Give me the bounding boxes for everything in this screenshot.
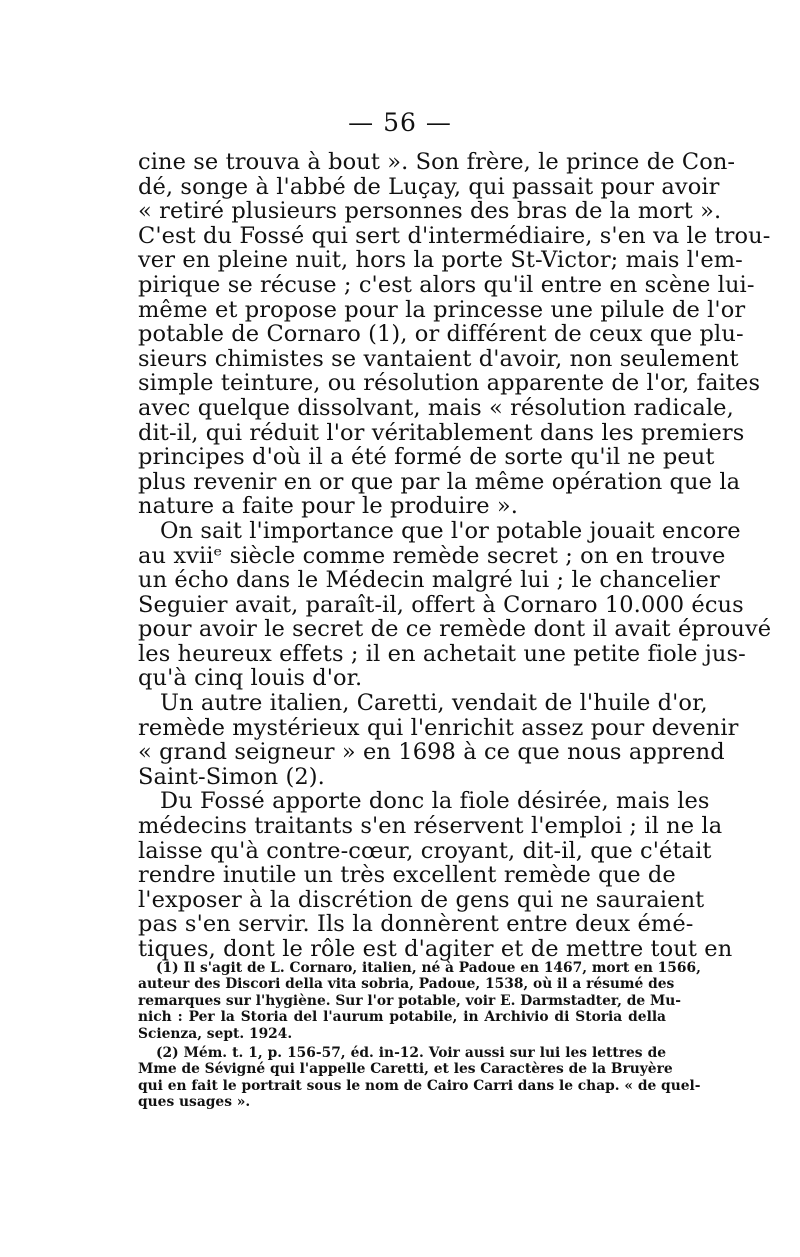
body-line: remède mystérieux qui l'enrichit assez pour devenir [138, 714, 739, 741]
body-line: plus revenir en or que par la même opération que la [138, 468, 741, 495]
body-line: médecins traitants s'en réservent l'emploi ; il ne la [138, 813, 723, 840]
footnote-line: qui en fait le portrait sous le nom de Cairo Carri dans le chap. « de quel- [138, 1077, 701, 1094]
body-line: ver en pleine nuit, hors la porte St-Victor; mais l'em- [138, 247, 743, 274]
body-line: pour avoir le secret de ce remède dont il avait éprouvé [138, 616, 772, 643]
footnote-line: (1) Il s'agit de L. Cornaro, italien, né à Padoue en 1467, mort en 1566, [156, 960, 701, 976]
body-line: l'exposer à la discrétion de gens qui ne sauraient [138, 886, 705, 913]
footnote-line: Scienza, sept. 1924. [138, 1025, 293, 1042]
body-line: cine se trouva à bout ». Son frère, le prince de Con- [138, 149, 736, 175]
body-line: C'est du Fossé qui sert d'intermédiaire, s'en va le trou- [138, 222, 771, 249]
body-line: les heureux effets ; il en achetait une petite fiole jus- [138, 640, 746, 667]
body-line: sieurs chimistes se vantaient d'avoir, non seulement [138, 345, 739, 372]
body-line: « grand seigneur » en 1698 à ce que nous apprend [138, 739, 725, 766]
body-line: tiques, dont le rôle est d'agiter et de mettre tout en [138, 936, 733, 962]
footnotes [138, 960, 701, 1111]
footnote-line: nich : Per la Storia del l'aurum potabile, in Archivio di Storia della [138, 1009, 666, 1026]
body-line: Du Fossé apporte donc la fiole désirée, mais les [160, 788, 710, 815]
footnote-line: (2) Mém. t. 1, p. 156-57, éd. in-12. Voir aussi sur lui les lettres de [156, 1044, 666, 1061]
body-line: « retiré plusieurs personnes des bras de la mort ». [138, 198, 722, 225]
body-line: au xviiᵉ siècle comme remède secret ; on en trouve [138, 542, 726, 569]
body-line: même et propose pour la princesse une pilule de l'or [138, 296, 746, 323]
footnote-line: ques usages ». [138, 1094, 251, 1111]
body-line: rendre inutile un très excellent remède que de [138, 862, 676, 889]
body-line: avec quelque dissolvant, mais « résolution radicale, [138, 394, 734, 421]
body-line: laisse qu'à contre-cœur, croyant, dit-il, que c'était [138, 837, 712, 864]
body-line: dé, songe à l'abbé de Luçay, qui passait pour avoir [138, 173, 720, 200]
body-line: Seguier avait, paraît-il, offert à Cornaro 10.000 écus [138, 591, 744, 618]
body-line: potable de Cornaro (1), or différent de ceux que plu- [138, 321, 744, 348]
body-line: principes d'où il a été formé de sorte qu'il ne peut [138, 444, 715, 471]
body-line: On sait l'importance que l'or potable jouait encore [160, 517, 741, 544]
body-line: pirique se récuse ; c'est alors qu'il entre en scène lui- [138, 271, 755, 298]
body-line: dit-il, qui réduit l'or véritablement dans les premiers [138, 419, 745, 446]
footnote-line: remarques sur l'hygiène. Sur l'or potable, voir E. Darmstadter, de Mu- [138, 992, 682, 1009]
footnote-line: Mme de Sévigné qui l'appelle Caretti, et les Caractères de la Bruyère [138, 1061, 673, 1078]
body-line: qu'à cinq louis d'or. [138, 665, 363, 692]
body-line: nature a faite pour le produire ». [138, 493, 519, 520]
body-line: pas s'en servir. Ils la donnèrent entre deux émé- [138, 911, 694, 938]
body-line: Un autre italien, Caretti, vendait de l'huile d'or, [160, 690, 708, 717]
page-number: — 56 — [348, 108, 452, 137]
body-text [138, 149, 772, 962]
body-line: simple teinture, ou résolution apparente de l'or, faites [138, 370, 761, 397]
body-line: un écho dans le Médecin malgré lui ; le chancelier [138, 567, 720, 594]
footnote-line: auteur des Discori della vita sobria, Padoue, 1538, où il a résumé des [138, 976, 675, 993]
body-line: Saint-Simon (2). [138, 763, 325, 790]
